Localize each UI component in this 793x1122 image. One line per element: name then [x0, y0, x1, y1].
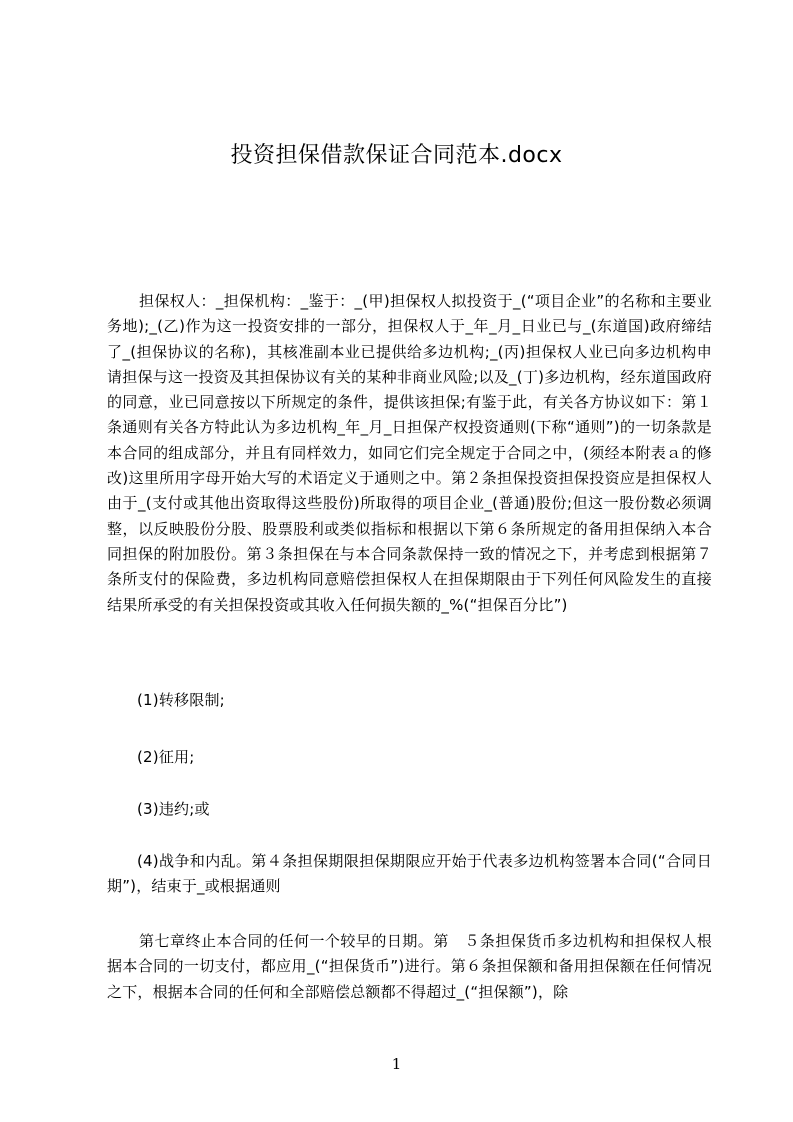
- paragraph-preamble: 担保权人：_担保机构：_鉴于：_(甲)担保权人拟投资于_(“项目企业”的名称和主要业务地);_(乙)作为这一投资安排的一部分，担保权人于_年_月_日业已与_(东道国)政府缔结了_(担保协议的名称)，其核准副本业已提供给多边机构;_(丙)担保权人业已向多边机构申请担保与这一投资及其担保协议有关的某种非商业风险;以及_(丁)多边机构，经东道国政府的同意，业已同意按以下所规定的条件，提供该担保;有鉴于此，有关各方协议如下：第１条通则有关各方特此认为多边机构_年_月_日担保产权投资通则(下称“通则”)的一切条款是本合同的组成部分，并且有同样效力，如同它们完全规定于合同之中，(须经本附表ａ的修改)这里所用字母开始大写的术语定义于通则之中。第２条担保投资担保投资应是担保权人由于_(支付或其他出资取得这些股份)所取得的项目企业_(普通)股份;但这一股份数必须调整，以反映股份分股、股票股利或类似指标和根据以下第６条所规定的备用担保纳入本合同担保的附加股份。第３条担保在与本合同条款保持一致的情况之下，并考虑到根据第７条所支付的保险费，多边机构同意赔偿担保权人在担保期限由于下列任何风险发生的直接结果所承受的有关担保投资或其收入任何损失额的_%(“担保百分比”): [107, 292, 712, 614]
- paragraph-risk-4: (4)战争和内乱。第４条担保期限担保期限应开始于代表多边机构签署本合同(“合同日期”)，结束于_或根据通则: [107, 852, 712, 896]
- paragraph-chapter-seven: 第七章终止本合同的任何一个较早的日期。第 ５条担保货币多边机构和担保权人根据本合同的一切支付，都应用_(“担保货币”)进行。第６条担保额和备用担保额在任何情况之下，根据本合同的任何和全部赔偿总额都不得超过_(“担保额”)，除: [107, 932, 712, 1001]
- paragraph-risk-2: (2)征用;: [137, 748, 195, 766]
- page-number: 1: [391, 1055, 402, 1073]
- paragraph-risk-3: (3)违约;或: [137, 800, 210, 818]
- paragraph-risk-1: (1)转移限制;: [137, 691, 225, 709]
- document-title: 投资担保借款保证合同范本.docx: [230, 143, 563, 168]
